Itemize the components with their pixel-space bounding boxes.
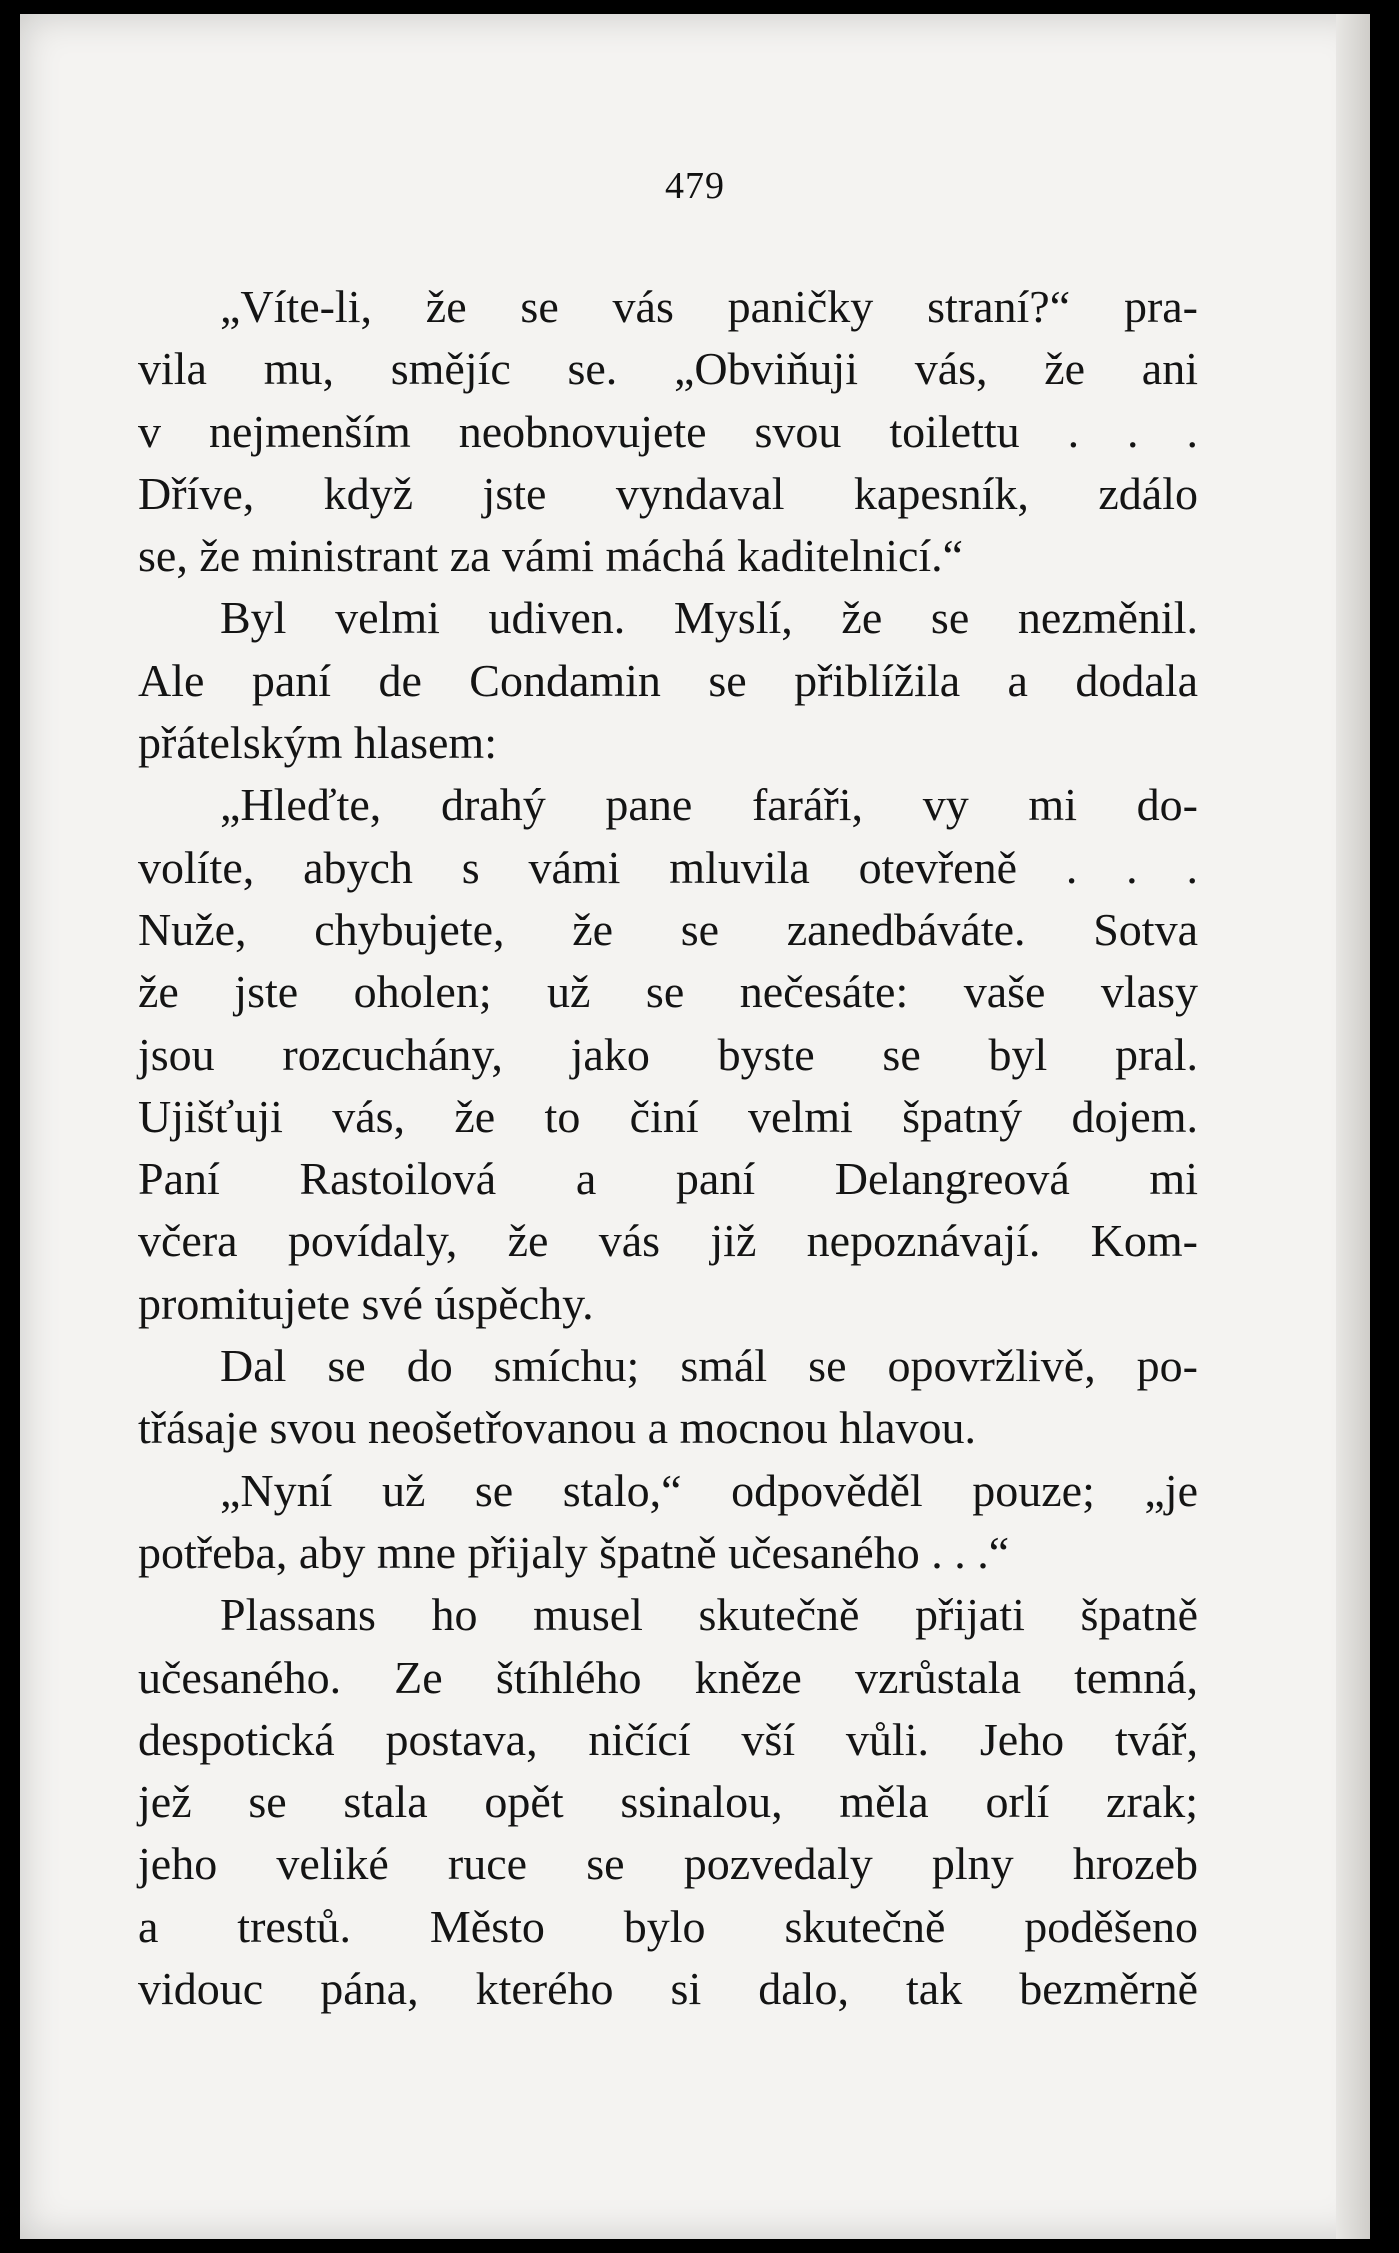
- text-line: jeho veliké ruce se pozvedaly plny hrozeb: [138, 1838, 1198, 1890]
- text-line: „Hleďte, drahý pane faráři, vy mi do-: [220, 779, 1198, 831]
- text-line: Nuže, chybujete, že se zanedbáváte. Sotva: [138, 903, 1198, 955]
- text-line: se, že ministrant za vámi máchá kaditelnicí.“: [138, 530, 964, 582]
- text-line: že jste oholen; už se nečesáte: vaše vlasy: [138, 966, 1198, 1018]
- text-line: despotická postava, ničící vší vůli. Jeho tvář,: [138, 1713, 1198, 1765]
- text-line: potřeba, aby mne přijaly špatně učesaného . . .“: [138, 1526, 1010, 1578]
- text-line: Plassans ho musel skutečně přijati špatně: [220, 1589, 1198, 1641]
- body-text: [138, 276, 1198, 2020]
- text-line: Ujišťuji vás, že to činí velmi špatný dojem.: [138, 1090, 1198, 1142]
- text-line: včera povídaly, že vás již nepoznávají. Kom-: [138, 1215, 1198, 1267]
- text-line: v nejmenším neobnovujete svou toilettu . . .: [138, 405, 1198, 457]
- text-line: jsou rozcuchány, jako byste se byl pral.: [138, 1028, 1198, 1080]
- text-line: Byl velmi udiven. Myslí, že se nezměnil.: [220, 592, 1198, 644]
- text-line: Paní Rastoilová a paní Delangreová mi: [138, 1153, 1198, 1205]
- text-line: třásaje svou neošetřovanou a mocnou hlavou.: [138, 1402, 976, 1454]
- text-line: učesaného. Ze štíhlého kněze vzrůstala temná,: [138, 1651, 1198, 1703]
- text-line: Dal se do smíchu; smál se opovržlivě, po-: [220, 1340, 1198, 1392]
- text-line: vidouc pána, kterého si dalo, tak bezměrně: [138, 1963, 1198, 2015]
- text-line: promitujete své úspěchy.: [138, 1277, 594, 1329]
- page-edge-shadow: [1336, 14, 1370, 2239]
- text-line: Ale paní de Condamin se přiblížila a dodala: [138, 654, 1198, 706]
- text-line: Dříve, když jste vyndaval kapesník, zdálo: [138, 467, 1198, 519]
- text-line: volíte, abych s vámi mluvila otevřeně . . .: [138, 841, 1198, 893]
- text-line: „Víte-li, že se vás paničky straní?“ pra-: [220, 281, 1198, 332]
- text-line: vila mu, smějíc se. „Obviňuji vás, že ani: [138, 343, 1198, 395]
- text-line: jež se stala opět ssinalou, měla orlí zrak;: [138, 1776, 1198, 1828]
- text-line: „Nyní už se stalo,“ odpověděl pouze; „je: [220, 1464, 1198, 1516]
- book-page: [20, 14, 1370, 2239]
- page-number: 479: [665, 165, 725, 207]
- text-line: a trestů. Město bylo skutečně poděšeno: [138, 1900, 1198, 1952]
- text-line: přátelským hlasem:: [138, 717, 497, 769]
